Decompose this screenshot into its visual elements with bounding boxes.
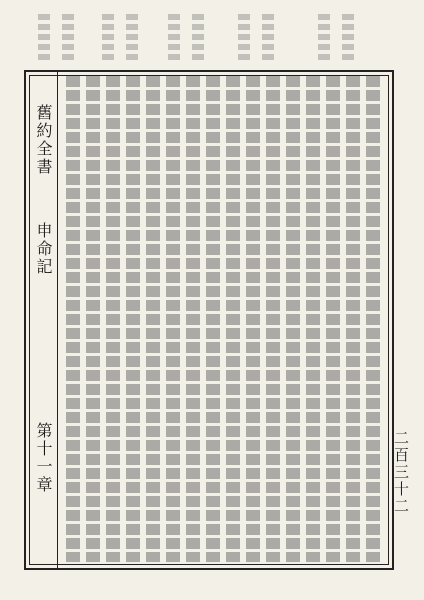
text-column	[86, 76, 100, 562]
text-column	[106, 76, 120, 562]
text-column	[146, 76, 160, 562]
text-column	[226, 76, 240, 562]
chapter-number: 第十一章	[34, 422, 53, 494]
marginal-notes	[28, 10, 388, 68]
note-column	[126, 14, 138, 62]
note-column	[168, 14, 180, 62]
text-column	[66, 76, 80, 562]
note-column	[102, 14, 114, 62]
note-column	[62, 14, 74, 62]
running-head	[28, 72, 58, 570]
body-text-columns	[62, 76, 384, 562]
text-column	[126, 76, 140, 562]
text-column	[326, 76, 340, 562]
text-column	[246, 76, 260, 562]
text-column	[266, 76, 280, 562]
chapter-title: 申命記	[34, 222, 53, 276]
note-column	[38, 14, 50, 62]
note-column	[318, 14, 330, 62]
note-column	[192, 14, 204, 62]
text-column	[206, 76, 220, 562]
text-column	[346, 76, 360, 562]
book-title: 舊約全書	[34, 104, 53, 176]
note-column	[342, 14, 354, 62]
note-column	[262, 14, 274, 62]
text-column	[186, 76, 200, 562]
note-column	[238, 14, 250, 62]
text-column	[286, 76, 300, 562]
text-column	[166, 76, 180, 562]
page-number: 二百三十二	[392, 430, 410, 515]
book-page	[10, 10, 414, 590]
text-column	[306, 76, 320, 562]
text-column	[366, 76, 380, 562]
